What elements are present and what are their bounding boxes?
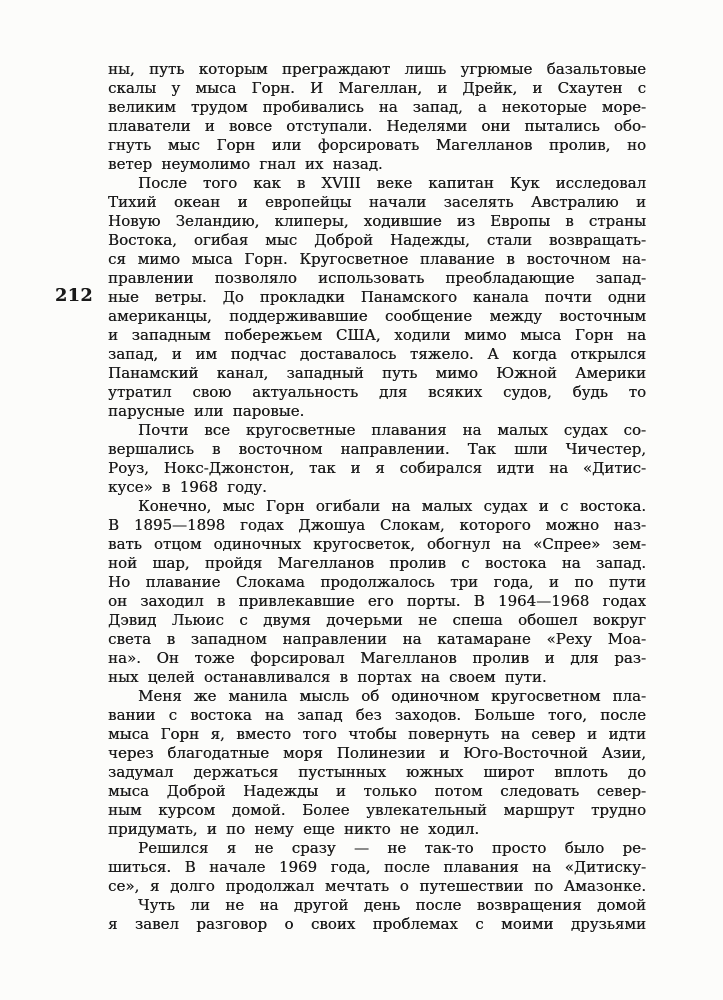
text-line: ны, путь которым преграждают лишь угрюмые базальтовые (108, 60, 646, 78)
text-line: правлении позволяло использовать преобладающие запад- (108, 269, 646, 287)
text-line: великим трудом пробивались на запад, а некоторые море- (108, 98, 646, 116)
text-line: ся мимо мыса Горн. Кругосветное плавание в восточном на- (108, 250, 646, 268)
paragraph (108, 60, 646, 174)
text-line: я завел разговор о своих проблемах с моими друзьями (108, 915, 646, 933)
text-line: скалы у мыса Горн. И Магеллан, и Дрейк, и Схаутен с (108, 79, 646, 97)
text-line: кусе» в 1968 году. (108, 478, 267, 496)
text-line: запад, и им подчас доставалось тяжело. А когда открылся (108, 345, 646, 363)
text-line: плаватели и вовсе отступали. Неделями они пытались обо- (108, 117, 646, 135)
text-line: Роуз, Нокс-Джонстон, так и я собирался идти на «Дитис- (108, 459, 646, 477)
text-line: Почти все кругосветные плавания на малых судах со- (138, 421, 646, 439)
text-line: Меня же манила мысль об одиночном кругосветном пла- (138, 687, 646, 705)
text-line: мыса Доброй Надежды и только потом следовать север- (108, 782, 646, 800)
text-line: вать отцом одиночных кругосветок, обогнул на «Спрее» зем- (108, 535, 646, 553)
paragraph (108, 839, 646, 896)
text-line: ветер неумолимо гнал их назад. (108, 155, 383, 173)
paragraph (108, 896, 646, 934)
text-line: Решился я не сразу — не так-то просто было ре- (138, 839, 646, 857)
paragraph (108, 174, 646, 421)
text-line: Панамский канал, западный путь мимо Южной Америки (108, 364, 646, 382)
paragraph (108, 497, 646, 687)
text-line: утратил свою актуальность для всяких судов, будь то (108, 383, 646, 401)
text-line: шиться. В начале 1969 года, после плавания на «Дитиску- (108, 858, 646, 876)
text-line: Дэвид Льюис с двумя дочерьми не спеша обошел вокруг (108, 611, 646, 629)
text-line: через благодатные моря Полинезии и Юго-Восточной Азии, (108, 744, 646, 762)
text-line: Новую Зеландию, клиперы, ходившие из Европы в страны (108, 212, 646, 230)
text-line: После того как в XVIII веке капитан Кук исследовал (138, 174, 646, 192)
text-line: американцы, поддерживавшие сообщение между восточным (108, 307, 646, 325)
text-line: Востока, огибая мыс Доброй Надежды, стали возвращать- (108, 231, 646, 249)
text-line: на». Он тоже форсировал Магелланов пролив и для раз- (108, 649, 646, 667)
text-line: ные ветры. До прокладки Панамского канала почти одни (108, 288, 646, 306)
text-block (108, 60, 646, 934)
text-line: Конечно, мыс Горн огибали на малых судах и с востока. (138, 497, 646, 515)
text-line: гнуть мыс Горн или форсировать Магелланов пролив, но (108, 136, 646, 154)
paragraph (108, 687, 646, 839)
text-line: задумал держаться пустынных южных широт вплоть до (108, 763, 646, 781)
text-line: Чуть ли не на другой день после возвращения домой (138, 896, 646, 914)
text-line: ной шар, пройдя Магелланов пролив с востока на запад. (108, 554, 646, 572)
text-line: света в западном направлении на катамаране «Реху Моа- (108, 630, 646, 648)
text-line: парусные или паровые. (108, 402, 305, 420)
text-line: придумать, и по нему еще никто не ходил. (108, 820, 480, 838)
text-line: Но плавание Слокама продолжалось три года, и по пути (108, 573, 646, 591)
text-line: и западным побережьем США, ходили мимо мыса Горн на (108, 326, 646, 344)
text-line: он заходил в привлекавшие его порты. В 1964—1968 годах (108, 592, 646, 610)
paragraph (108, 421, 646, 497)
text-line: мыса Горн я, вместо того чтобы повернуть на север и идти (108, 725, 646, 743)
text-line: вании с востока на запад без заходов. Больше того, после (108, 706, 646, 724)
page-number: 212 (54, 286, 94, 306)
text-line: ных целей останавливался в портах на своем пути. (108, 668, 547, 686)
text-line: В 1895—1898 годах Джошуа Слокам, которого можно наз- (108, 516, 646, 534)
text-line: вершались в восточном направлении. Так шли Чичестер, (108, 440, 646, 458)
text-line: Тихий океан и европейцы начали заселять Австралию и (108, 193, 646, 211)
text-line: ным курсом домой. Более увлекательный маршрут трудно (108, 801, 646, 819)
text-line: се», я долго продолжал мечтать о путешествии по Амазонке. (108, 877, 646, 895)
